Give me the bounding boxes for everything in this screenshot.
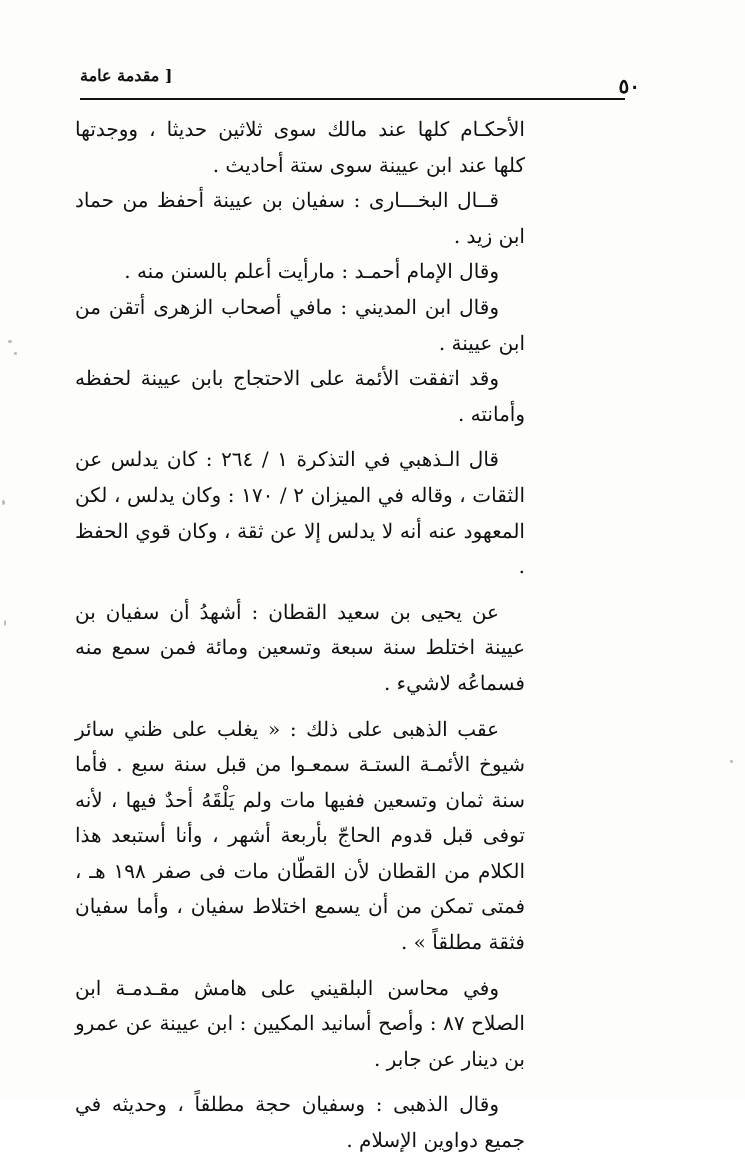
paragraph-dhahabi-comment: عقب الذهبى على ذلك : « يغلب على ظني سائر شيوخ الأئمـة الستـة سمعـوا من قبل سنة سبع . فأما سنة ثمان وتسعين ففيها مات ولم يَلْقَهُ أحدٌ فيها ، لأنه توفى قبل قدوم الحاجّ بأربعة أشهر ، وأنا أستبعد هذا الكلام من القطان لأن القطّان مات فى صفر ١٩٨ هـ ، فمتى تمكن من أن يسمع اختلاط سفيان ، وأما سفيان فثقة مطلقاً » .	[75, 716, 525, 955]
paragraph-ibn-madini: وقال ابن المديني : مافي أصحاب الزهرى أتقن من ابن عيينة .	[75, 294, 525, 355]
header-rule	[80, 98, 625, 100]
running-head: [ مقدمة عامة	[80, 66, 173, 85]
scan-speck	[4, 620, 6, 626]
paragraph-ahkam: الأحكـام كلها عند مالك سوى ثلاثين حديثا ، ووجدتها كلها عند ابن عيينة سوى ستة أحاديث .	[75, 117, 525, 177]
paragraph-bulqini: وفي محاسن البلقيني على هامش مقـدمـة ابن الصلاح ٨٧ : وأصح أسانيد المكيين : ابن عيينة عن عمرو بن دينار عن جابر .	[75, 975, 525, 1071]
scan-speck	[730, 760, 733, 763]
page-number: ٥٠	[618, 74, 640, 98]
scan-speck	[8, 340, 12, 343]
paragraph-dhahabi-hujja: وقال الذهبى : وسفيان حجة مطلقاً ، وحديثه في جميع دواوين الإسلام .	[75, 1092, 525, 1153]
paragraph-qattan: عن يحيى بن سعيد القطان : أشهدُ أن سفيان بن عيينة اختلط سنة سبعة وتسعين ومائة فمن سمع منه فسماعُه لاشيء .	[75, 599, 525, 695]
body-text	[75, 112, 525, 1159]
paragraph-dhahabi-tadhkira: قال الـذهبي في التذكرة ١ / ٢٦٤ : كان يدلس عن الثقات ، وقاله في الميزان ٢ / ١٧٠ : وكان يدلس ، لكن المعهود عنه أنه لا يدلس إلا عن ثقة ، وكان قوي الحفظ .	[75, 447, 526, 579]
paragraph-bukhari: قــال البخـــارى : سفيان بن عيينة أحفظ من حماد ابن زيد .	[75, 188, 525, 248]
page-header	[80, 60, 640, 100]
paragraph-ahmad: وقال الإمام أحمـد : مارأيت أعلم بالسنن منه .	[124, 259, 499, 284]
scan-speck	[14, 352, 17, 355]
paragraph-consensus: وقد اتفقت الأئمة على الاحتجاج بابن عيينة لحفظه وأمانته .	[75, 366, 525, 426]
scan-speck	[2, 500, 5, 505]
